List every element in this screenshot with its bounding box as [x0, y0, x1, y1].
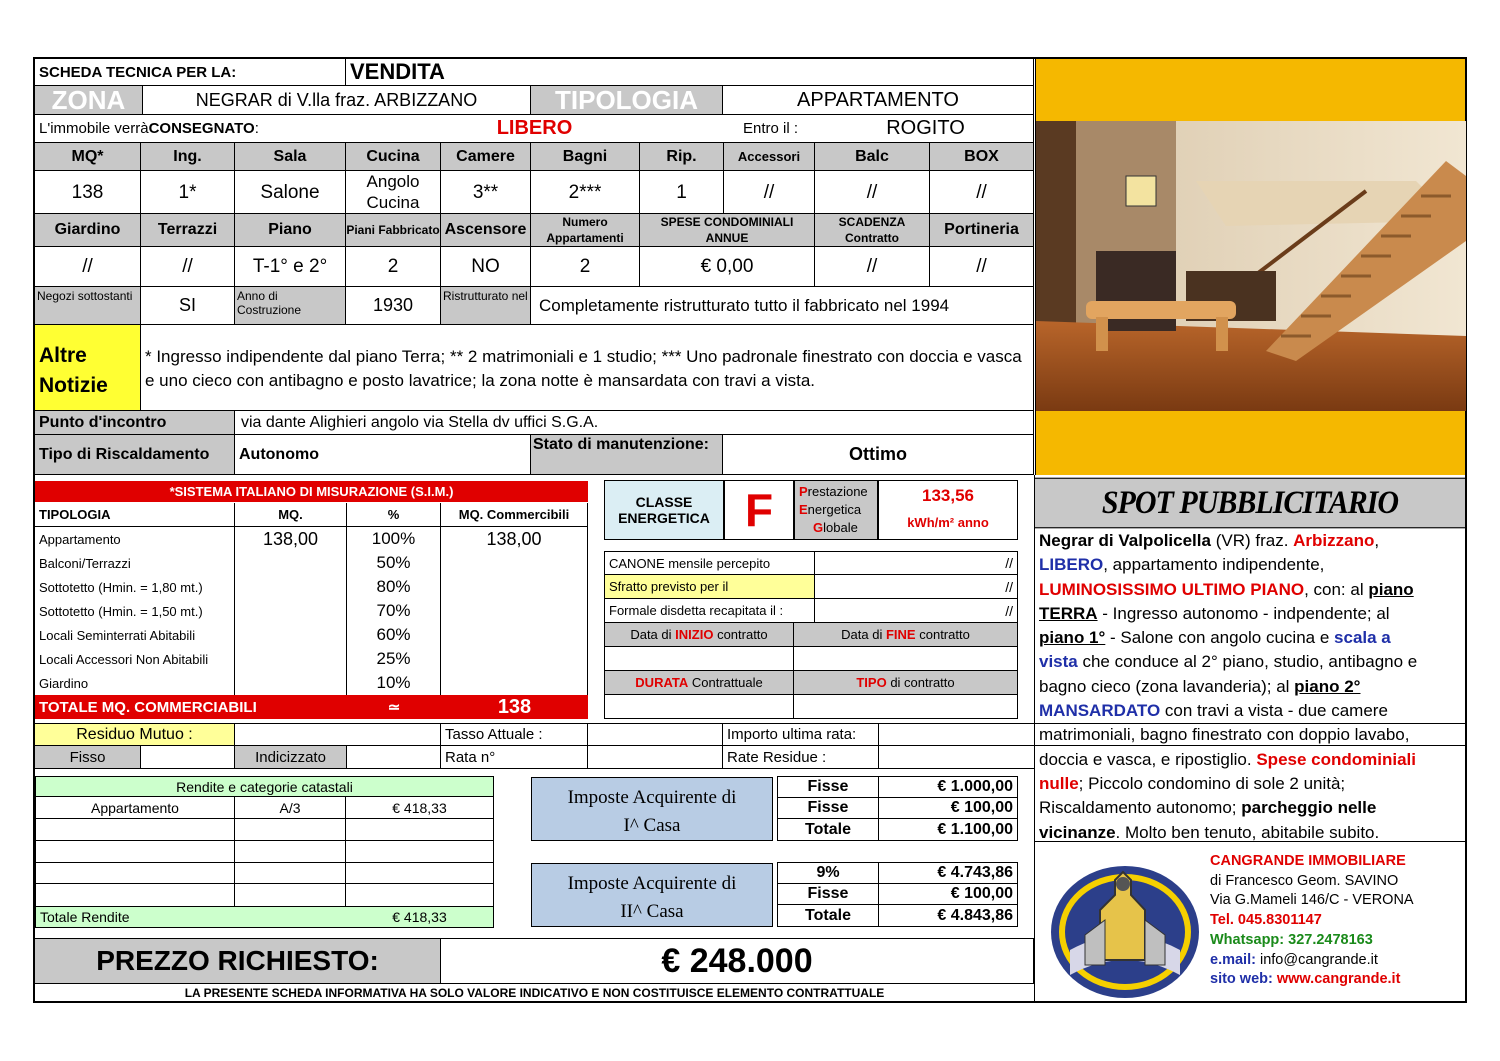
rendite-row-cat: A/3 [235, 797, 346, 819]
spec-value: // [815, 171, 930, 214]
tasso-value [588, 724, 723, 746]
energy-value: 133,56 [922, 486, 974, 505]
spec-header: BOX [930, 143, 1034, 171]
perf-line-1 [799, 483, 873, 501]
durata-key: DURATA [635, 675, 689, 690]
fine-label [794, 623, 1017, 647]
spec-value: 2*** [531, 171, 640, 214]
indicizzato-value [347, 746, 441, 768]
anno-label: Anno di Costruzione [235, 287, 346, 325]
spot-t: LIBERO [1039, 555, 1104, 575]
sim-row-pct: 10% [347, 671, 441, 695]
spot-line [1039, 626, 1461, 650]
scheda-value: VENDITA [346, 59, 1034, 86]
spot-t: Riscaldamento autonomo; [1039, 798, 1242, 818]
negozi-value: SI [141, 287, 235, 325]
durata-post: Contrattuale [691, 675, 763, 690]
spot-line [1039, 796, 1461, 820]
spec2-value: // [35, 247, 141, 287]
spec-value: // [930, 171, 1034, 214]
inizio-key: INIZIO [675, 627, 714, 642]
fisso-value [141, 746, 235, 768]
imposte1-label [531, 777, 773, 841]
manutenzione-label: Stato di manutenzione: [531, 435, 723, 475]
spot-t: piano 1° [1039, 628, 1106, 648]
spec2-value: // [141, 247, 235, 287]
anno-value: 1930 [346, 287, 441, 325]
rendite-row-name: Appartamento [36, 797, 235, 819]
perf-g: G [813, 520, 824, 535]
imposte-row-value: € 1.100,00 [937, 820, 1013, 838]
spot-title: SPOT PUBBLICITARIO [1035, 478, 1465, 529]
imposte-row-key: Fisse [778, 777, 879, 798]
tipologia-label [531, 86, 723, 115]
spot-t: Negrar di Valpolicella [1039, 531, 1211, 550]
rendite-row-value [346, 841, 493, 863]
riscaldamento-value: Autonomo [235, 435, 531, 475]
spec-header: Rip. [640, 143, 724, 171]
spec2-header: Piani Fabbricato [346, 214, 441, 247]
perf-e-rest: nergetica [807, 502, 862, 517]
zona-label-text: ZONA [51, 84, 126, 115]
notizie-text: * Ingresso indipendente dal piano Terra; ** 2 matrimoniali e 1 studio; *** Uno padronale finestrato con doccia e vasca e uno cieco con antibagno e posto lavatrice; la zona notte è mansardata con travi a vista. [141, 325, 1034, 411]
sim-row-pct: 80% [347, 575, 441, 599]
scheda-label: SCHEDA TECNICA PER LA: [35, 59, 346, 86]
perf-line-2 [799, 501, 873, 519]
spec2-header: Terrazzi [141, 214, 235, 247]
disdetta-value: // [815, 599, 1017, 623]
fine-key: FINE [885, 627, 916, 642]
durata-label [605, 671, 794, 695]
spot-t: (VR) fraz. [1210, 531, 1294, 550]
rendite-row-name [36, 819, 235, 841]
rendite-row-cat [235, 819, 346, 841]
spot-t: - Ingresso autonomo - indpendente; al [1097, 603, 1390, 623]
sim-row-mq: 138,00 [235, 527, 347, 551]
sim-header: % [347, 503, 441, 527]
spec2-header: Ascensore [441, 214, 531, 247]
rendite-row-name [36, 841, 235, 863]
spec2-header: Giardino [35, 214, 141, 247]
sim-row-pct: 60% [347, 623, 441, 647]
spec2-value: 2 [346, 247, 441, 287]
tipologia-value: APPARTAMENTO [723, 86, 1034, 115]
rendite-row-name [36, 884, 235, 906]
mutuo-bottomline [35, 768, 1034, 769]
sfratto-value: // [815, 575, 1017, 599]
spec-value: 138 [35, 171, 141, 214]
spot-t: vista [1039, 652, 1078, 672]
imposte-row-key: Fisse [778, 798, 879, 819]
email-value[interactable]: info@cangrande.it [1255, 951, 1378, 968]
riscaldamento-label: Tipo di Riscaldamento [35, 435, 235, 475]
sim-row-pct: 70% [347, 599, 441, 623]
tel-value[interactable]: 045.8301147 [1233, 912, 1322, 929]
rendite-title: Rendite e categorie catastali [36, 777, 493, 797]
consegna-label-pre: L'immobile verrà [39, 120, 149, 137]
rendite-row-cat [235, 862, 346, 884]
rendite-total-value: € 418,33 [346, 906, 493, 927]
spec-header: Ing. [141, 143, 235, 171]
fine-pre: Data di [841, 627, 883, 642]
agency-web [1210, 970, 1465, 990]
residuo-value [235, 724, 441, 746]
ristrutturato-label: Ristrutturato nel [441, 287, 531, 325]
sim-header: TIPOLOGIA [35, 503, 235, 527]
spot-line [1039, 553, 1461, 577]
spot-line [1039, 821, 1461, 845]
spot-t: nulle [1039, 773, 1079, 793]
energy-unit: kWh/m² anno [907, 514, 989, 530]
fine-post: contratto [919, 627, 970, 642]
fine-value [794, 647, 1017, 671]
spec-value: // [724, 171, 815, 214]
manutenzione-value: Ottimo [723, 435, 1034, 475]
spot-t: . Molto ben tenuto, abitabile subito. [1115, 822, 1380, 842]
spot-t: piano [1368, 579, 1414, 599]
sfratto-label: Sfratto previsto per il [605, 575, 815, 599]
web-value[interactable]: www.cangrande.it [1272, 971, 1401, 988]
importo-label: Importo ultima rata: [723, 724, 879, 746]
rendite-row-value [346, 884, 493, 906]
spot-line [1039, 699, 1461, 723]
disdetta-label: Formale disdetta recapitata il : [605, 599, 815, 623]
spot-t: Spese condominiali [1256, 749, 1416, 769]
consegna-label-bold: CONSEGNATO [148, 120, 255, 137]
tipo-post: di contratto [890, 675, 955, 690]
spot-t: , [1374, 531, 1380, 550]
spot-t: MANSARDATO [1039, 701, 1161, 721]
spot-t: vicinanze [1039, 822, 1116, 842]
perf-line-3 [799, 519, 873, 537]
imposte-row-value: € 100,00 [879, 798, 1017, 819]
sim-row-comm [441, 671, 588, 695]
spot-line [1039, 650, 1461, 674]
spot-t: bagno cieco (zona lavanderia); al [1039, 676, 1295, 696]
perf-p-rest: restazione [807, 484, 868, 499]
spec2-value: 2 [531, 247, 640, 287]
sim-header: MQ. [235, 503, 347, 527]
rendite-row-name [36, 862, 235, 884]
spec2-header: Portineria [930, 214, 1034, 247]
sim-row-comm [441, 551, 588, 575]
property-photo [1036, 121, 1466, 411]
sim-row-comm [441, 623, 588, 647]
perf-g-rest: lobale [823, 520, 858, 535]
spec2-value: NO [441, 247, 531, 287]
imposte-row-key: Totale [778, 819, 879, 840]
spec2-header: Piano [235, 214, 346, 247]
spec-header: Bagni [531, 143, 640, 171]
residuo-label: Residuo Mutuo : [35, 724, 235, 746]
whatsapp-label: Whatsapp: [1210, 931, 1285, 948]
imposte-row-value: € 1.000,00 [879, 777, 1017, 798]
sim-total-sym: ≃ [347, 695, 441, 719]
sim-row-name: Locali Seminterrati Abitabili [35, 623, 235, 647]
spot-text [1035, 527, 1465, 842]
sim-row-name: Balconi/Terrazzi [35, 551, 235, 575]
sim-row-comm [441, 647, 588, 671]
rendite-row-value [346, 862, 493, 884]
disclaimer: LA PRESENTE SCHEDA INFORMATIVA HA SOLO VALORE INDICATIVO E NON COSTITUISCE ELEMENTO CONTRATTUALE [184, 985, 885, 1000]
imposte2-label [531, 863, 773, 927]
canone-label: CANONE mensile percepito [605, 552, 815, 575]
tasso-label: Tasso Attuale : [441, 724, 588, 746]
sim-row-comm [441, 575, 588, 599]
energy-value-box [878, 480, 1018, 540]
property-photo-frame [1035, 59, 1465, 475]
spec-value: Angolo Cucina [346, 171, 441, 214]
prezzo-label: PREZZO RICHIESTO: [35, 939, 441, 984]
spot-t: scala a [1334, 628, 1391, 648]
spec-header: Camere [441, 143, 531, 171]
sim-row-name: Sottotetto (Hmin. = 1,50 mt.) [35, 599, 235, 623]
spec2-value: // [930, 247, 1034, 287]
agency-logo [1045, 850, 1205, 1000]
spot-t: Arbizzano [1293, 531, 1375, 550]
sim-row-mq [235, 647, 347, 671]
spec-value: 1 [640, 171, 724, 214]
spot-t: , con: al [1304, 579, 1369, 599]
sim-row-name: Sottotetto (Hmin. = 1,80 mt.) [35, 575, 235, 599]
inizio-post: contratto [717, 627, 768, 642]
spot-line [1039, 602, 1461, 626]
spot-t: TERRA [1039, 603, 1098, 623]
rendite-total-label: Totale Rendite [36, 906, 346, 927]
agency-address: Via G.Mameli 146/C - VERONA [1210, 892, 1414, 909]
canone-value: // [815, 552, 1017, 575]
spot-line [1039, 529, 1461, 553]
spot-line [1039, 772, 1461, 796]
sim-total-label: TOTALE MQ. COMMERCIABILI [35, 695, 347, 719]
rate-residue-label: Rate Residue : [723, 746, 879, 768]
sim-row-name: Appartamento [35, 527, 235, 551]
spot-line [1039, 748, 1461, 772]
tel-label: Tel. [1210, 912, 1234, 929]
imposte2-line2: II^ Casa [620, 901, 684, 922]
entro-label: Entro il : [723, 115, 818, 143]
inizio-label [605, 623, 794, 647]
rendite-row-value: € 418,33 [346, 797, 493, 819]
agency-owner: di Francesco Geom. SAVINO [1210, 872, 1399, 889]
inizio-pre: Data di [630, 627, 672, 642]
spec2-value: T-1° e 2° [235, 247, 346, 287]
indicizzato-label: Indicizzato [235, 746, 347, 768]
web-label: sito web: [1210, 971, 1273, 988]
sim-row-mq [235, 551, 347, 575]
spec-value: 3** [441, 171, 531, 214]
zona-value: NEGRAR di V.lla fraz. ARBIZZANO [143, 86, 531, 115]
spec2-value: € 0,00 [640, 247, 815, 287]
negozi-label: Negozi sottostanti [35, 287, 141, 325]
agency-tel [1210, 911, 1465, 931]
energy-class: F [724, 480, 794, 540]
spot-t: che conduce al 2° piano, studio, antibagno e [1077, 652, 1418, 672]
imposte1-line1: Imposte Acquirente di [567, 787, 737, 808]
imposte-row-value: € 4.843,86 [937, 906, 1013, 924]
consegna-label [35, 115, 346, 143]
agency-whatsapp [1210, 931, 1465, 951]
durata-value [605, 695, 794, 718]
ristrutturato-value: Completamente ristrutturato tutto il fabbricato nel 1994 [531, 287, 1034, 325]
sim-row-pct: 100% [347, 527, 441, 551]
perf-p: P [799, 484, 808, 499]
spec-header: Sala [235, 143, 346, 171]
sim-row-mq [235, 623, 347, 647]
rata-value [588, 746, 723, 768]
rendite-row-value [346, 819, 493, 841]
energy-label: CLASSE ENERGETICA [604, 480, 724, 540]
spot-t: , appartamento indipendente, [1103, 555, 1325, 575]
spec-header: Accessori [724, 143, 815, 171]
perf-e: E [799, 502, 808, 517]
imposte-row-key: Totale [778, 905, 879, 926]
imposte1-line2: I^ Casa [623, 815, 681, 836]
incontro-label: Punto d'incontro [35, 411, 235, 435]
spot-t: con travi a vista - due camere [1160, 701, 1388, 721]
sim-row-comm [441, 599, 588, 623]
spec-value: Salone [235, 171, 346, 214]
energy-perf-label [794, 480, 878, 540]
spec2-header: SCADENZA Contratto [815, 214, 930, 247]
spec2-value: // [815, 247, 930, 287]
sim-title: *SISTEMA ITALIANO DI MISURAZIONE (S.I.M.) [35, 481, 588, 502]
email-label: e.mail: [1210, 951, 1256, 968]
sim-row-comm: 138,00 [441, 527, 588, 551]
fisso-label: Fisso [35, 746, 141, 768]
sim-row-mq [235, 575, 347, 599]
imposte-row-key: Fisse [778, 884, 879, 905]
sim-total-value: 138 [441, 695, 588, 719]
spot-t: doccia e vasca, e ripostiglio. [1039, 749, 1257, 769]
consegna-value: LIBERO [346, 115, 723, 143]
sim-header: MQ. Commercibili [441, 503, 588, 527]
rendite-row-cat [235, 884, 346, 906]
rata-label: Rata n° [441, 746, 588, 768]
prezzo-value: € 248.000 [441, 939, 1034, 984]
spec-header: Balc [815, 143, 930, 171]
sim-row-pct: 50% [347, 551, 441, 575]
spot-t: parcheggio nelle [1241, 798, 1377, 818]
consegna-label-post: : [254, 120, 259, 137]
spot-line: matrimoniali, bagno finestrato con doppio lavabo, [1039, 725, 1410, 745]
spec-header: MQ* [35, 143, 141, 171]
entro-value: ROGITO [818, 115, 1034, 143]
knight-logo-icon [1045, 850, 1205, 1000]
imposte2-line1: Imposte Acquirente di [567, 873, 737, 894]
spot-t: piano 2° [1294, 676, 1361, 696]
imposte-row-value: € 100,00 [879, 884, 1017, 905]
spec2-header: Numero Appartamenti [531, 214, 640, 247]
zona-label [35, 86, 143, 115]
tipo-key: TIPO [856, 675, 887, 690]
incontro-value: via dante Alighieri angolo via Stella dv uffici S.G.A. [235, 411, 1034, 435]
spec2-header: SPESE CONDOMINIALI ANNUE [640, 214, 815, 247]
tipologia-label-text: TIPOLOGIA [555, 84, 698, 115]
imposte-row-key: 9% [778, 863, 879, 884]
sim-row-mq [235, 671, 347, 695]
imposte-row-value: € 4.743,86 [879, 863, 1017, 884]
sim-row-mq [235, 599, 347, 623]
spot-line [1039, 578, 1461, 602]
spot-t: LUMINOSISSIMO ULTIMO PIANO [1039, 579, 1305, 599]
spec-value: 1* [141, 171, 235, 214]
rendite-row-cat [235, 841, 346, 863]
sim-row-name: Locali Accessori Non Abitabili [35, 647, 235, 671]
spot-t: ; Piccolo condomino di sole 2 unità; [1078, 773, 1346, 793]
sim-row-pct: 25% [347, 647, 441, 671]
whatsapp-value[interactable]: 327.2478163 [1284, 931, 1373, 948]
agency-info [1210, 852, 1465, 1000]
sim-row-name: Giardino [35, 671, 235, 695]
spec-header: Cucina [346, 143, 441, 171]
inizio-value [605, 647, 794, 671]
spot-line [1039, 675, 1461, 699]
tipo-label [794, 671, 1017, 695]
agency-name: CANGRANDE IMMOBILIARE [1210, 853, 1406, 869]
agency-email [1210, 951, 1465, 971]
notizie-label: Altre Notizie [35, 325, 141, 411]
spot-t: - Salone con angolo cucina e [1105, 628, 1335, 648]
